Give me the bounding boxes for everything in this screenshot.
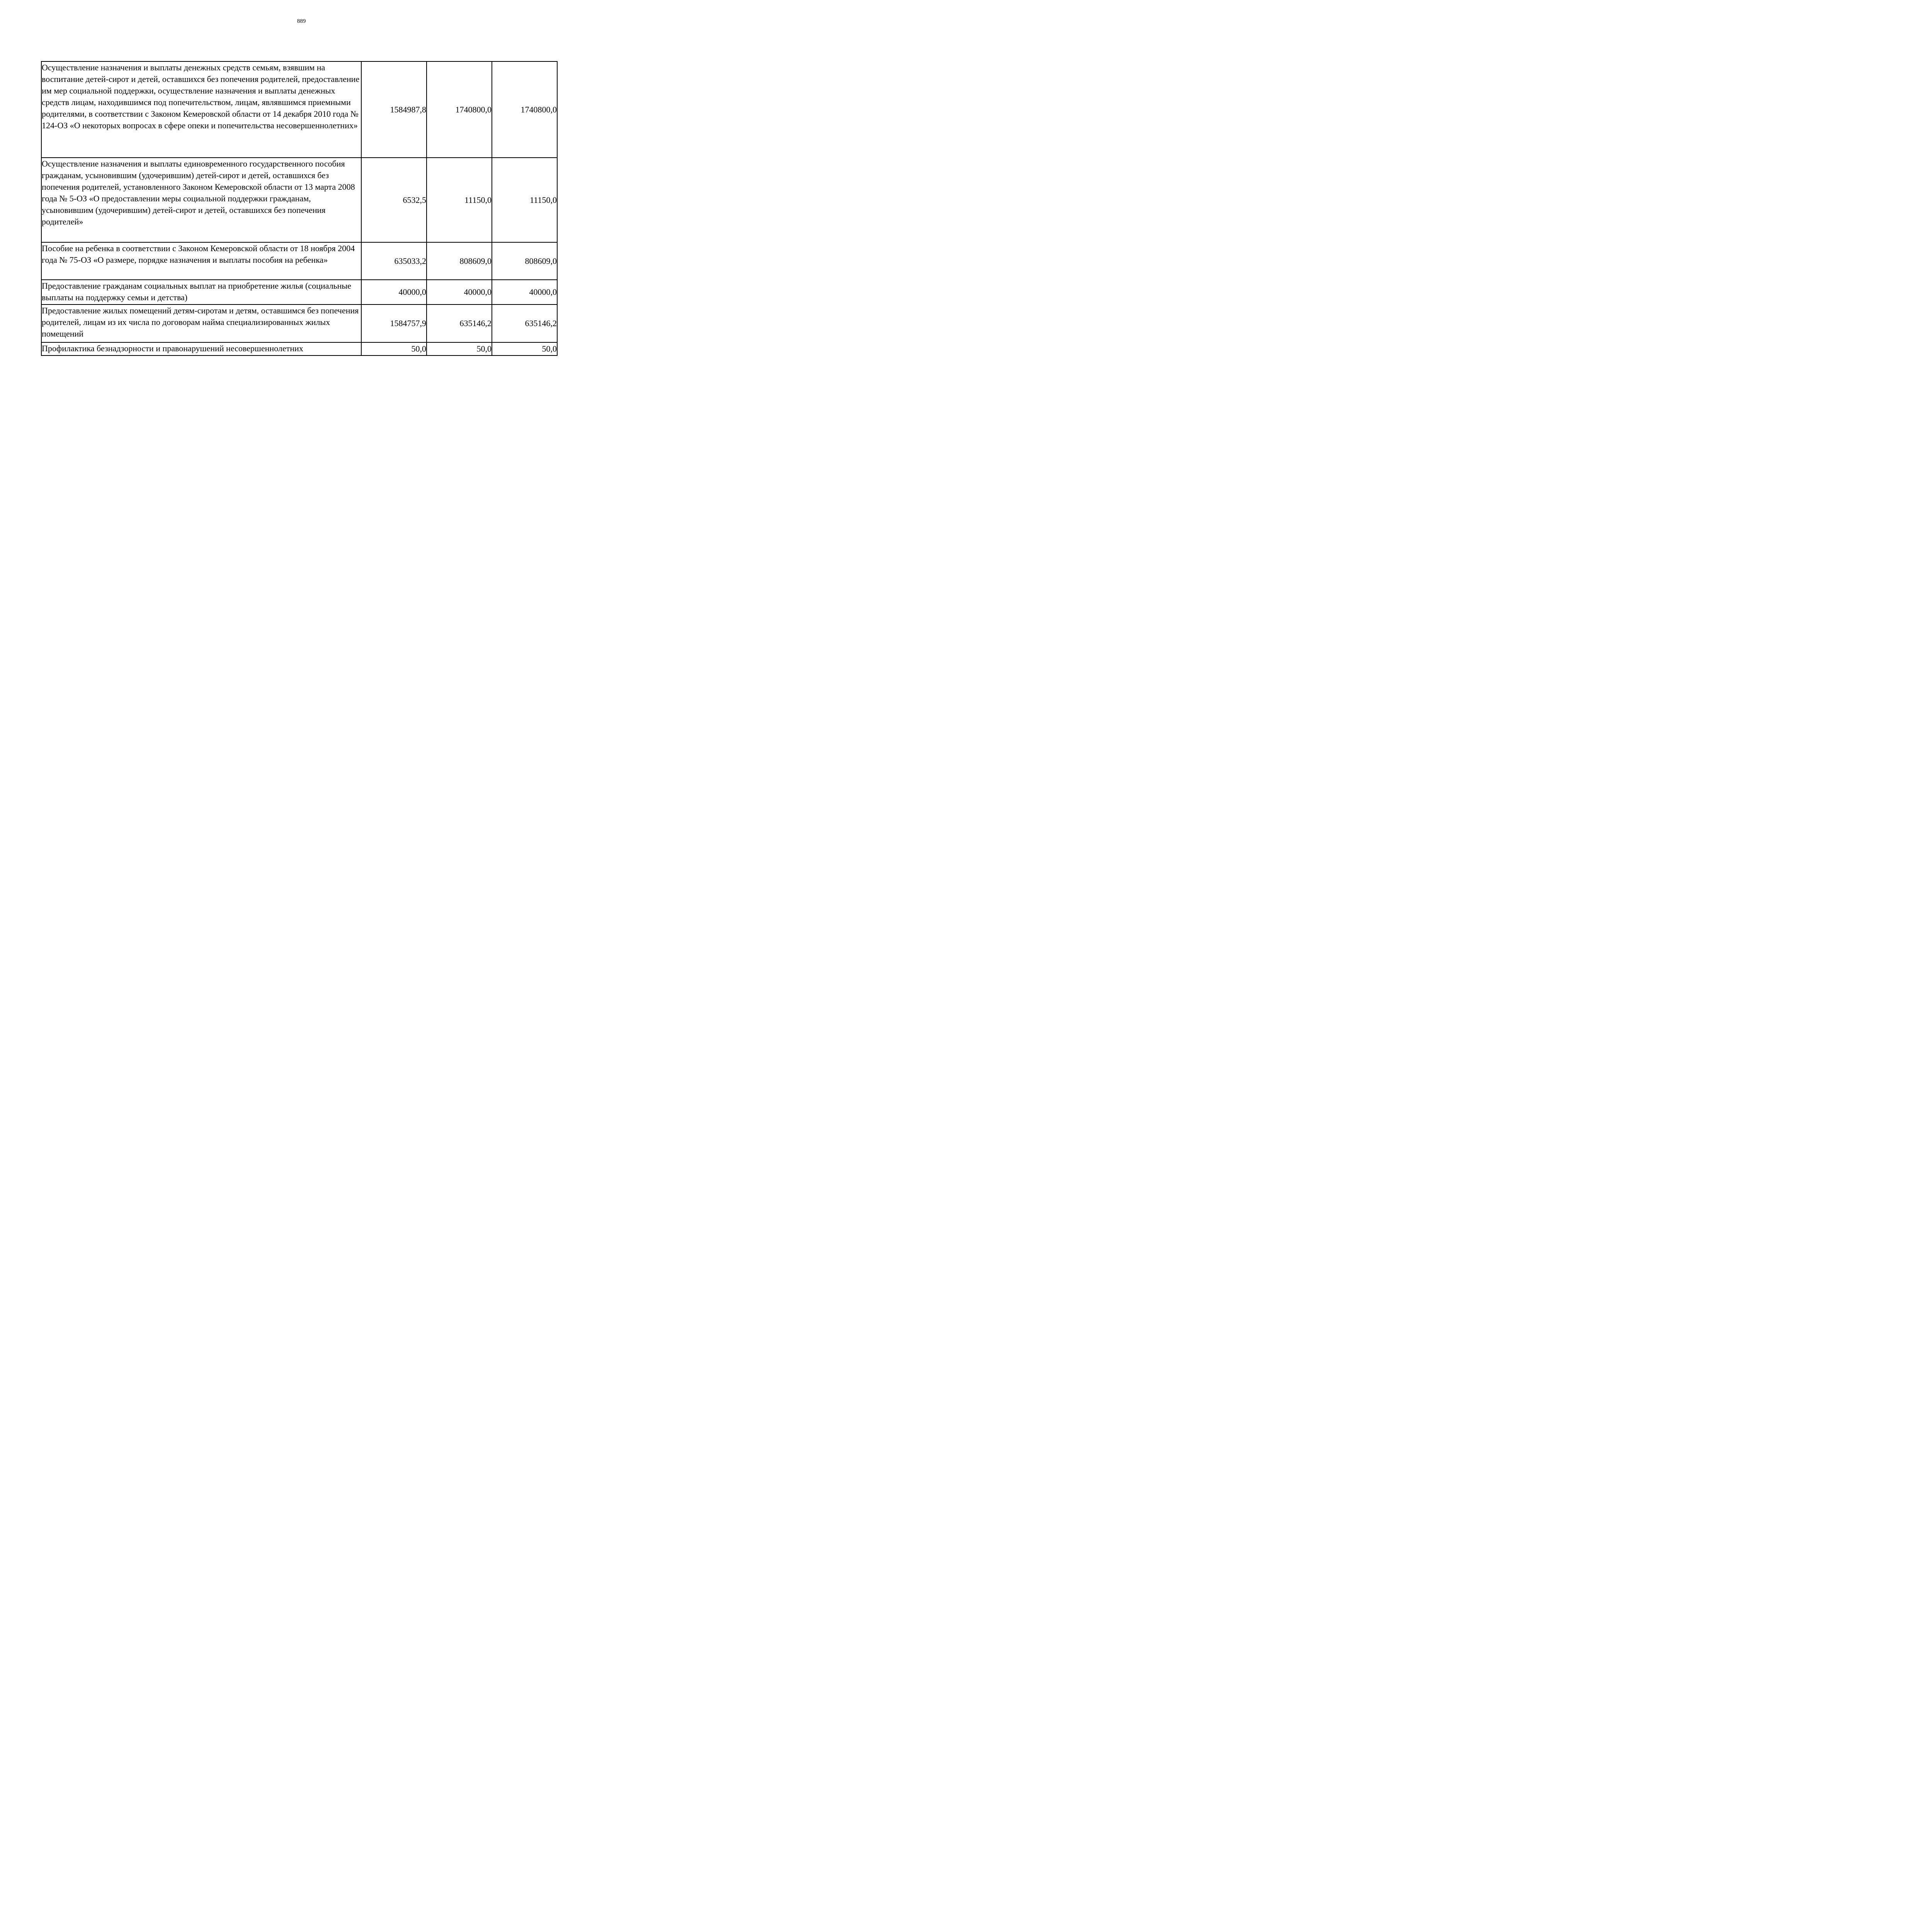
table-row: [41, 280, 557, 304]
value-cell: 1584757,9: [361, 304, 427, 342]
table-row: [41, 242, 557, 280]
row-description: Пособие на ребенка в соответствии с Законом Кемеровской области от 18 ноября 2004 года № 75-ОЗ «О размере, порядке назначения и выплаты пособия на ребенка»: [41, 242, 361, 280]
value-cell: 1740800,0: [427, 61, 492, 158]
value-cell: 808609,0: [492, 242, 557, 280]
value-cell: 11150,0: [492, 158, 557, 242]
value-cell: 635146,2: [427, 304, 492, 342]
table-row: [41, 158, 557, 242]
row-description: Осуществление назначения и выплаты денежных средств семьям, взявшим на воспитание детей-сирот и детей, оставшихся без попечения родителей, предоставление им мер социальной поддержки, осуществление назначения и выплаты денежных средств лицам, находившимся под попечительством, лицам, являвшимся приемными родителями, в соответствии с Законом Кемеровской области от 14 декабря 2010 года № 124-ОЗ «О некоторых вопросах в сфере опеки и попечительства несовершеннолетних»: [41, 61, 361, 158]
table-row: [41, 61, 557, 158]
row-description: Профилактика безнадзорности и правонарушений несовершеннолетних: [41, 342, 361, 356]
budget-table: [41, 61, 558, 356]
value-cell: 11150,0: [427, 158, 492, 242]
row-description: Осуществление назначения и выплаты единовременного государственного пособия гражданам, усыновившим (удочерившим) детей-сирот и детей, оставшихся без попечения родителей, установленного Законом Кемеровской области от 13 марта 2008 года № 5-ОЗ «О предоставлении меры социальной поддержки гражданам, усыновившим (удочерившим) детей-сирот и детей, оставшихся без попечения родителей»: [41, 158, 361, 242]
table-row: [41, 342, 557, 356]
value-cell: 635033,2: [361, 242, 427, 280]
value-cell: 40000,0: [361, 280, 427, 304]
value-cell: 40000,0: [492, 280, 557, 304]
value-cell: 1740800,0: [492, 61, 557, 158]
value-cell: 635146,2: [492, 304, 557, 342]
value-cell: 1584987,8: [361, 61, 427, 158]
table-row: [41, 304, 557, 342]
page-number: 889: [297, 18, 306, 24]
value-cell: 50,0: [361, 342, 427, 356]
row-description: Предоставление жилых помещений детям-сиротам и детям, оставшимся без попечения родителей, лицам из их числа по договорам найма специализированных жилых помещений: [41, 304, 361, 342]
value-cell: 50,0: [492, 342, 557, 356]
value-cell: 40000,0: [427, 280, 492, 304]
value-cell: 6532,5: [361, 158, 427, 242]
value-cell: 808609,0: [427, 242, 492, 280]
row-description: Предоставление гражданам социальных выплат на приобретение жилья (социальные выплаты на поддержку семьи и детства): [41, 280, 361, 304]
value-cell: 50,0: [427, 342, 492, 356]
